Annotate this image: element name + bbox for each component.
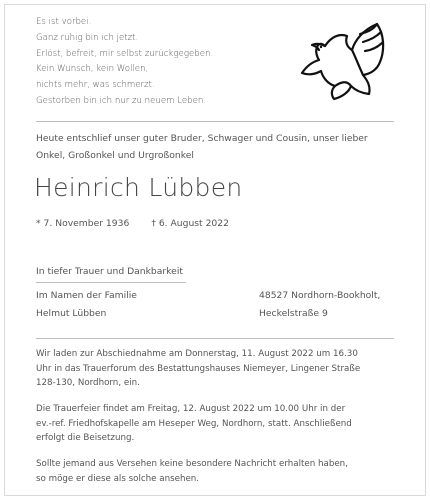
- divider: [36, 121, 394, 122]
- poem-line: Es ist vorbei.: [36, 17, 92, 27]
- life-dates: [36, 218, 229, 229]
- invitation-line: Wir laden zur Abschiednahme am Donnerstag, 11. August 2022 um 16.30: [36, 349, 358, 359]
- family-block: [36, 287, 137, 322]
- death-date: † 6. August 2022: [151, 218, 229, 229]
- intro-line: Onkel, Großonkel und Urgroßonkel: [36, 150, 194, 161]
- address-street: Heckelstraße 9: [259, 307, 328, 319]
- divider: [36, 338, 394, 339]
- intro-text: [36, 130, 406, 164]
- short-divider: [36, 282, 186, 283]
- invitation-paragraph: [36, 347, 398, 391]
- ceremony-line: erfolgt die Beisetzung.: [36, 433, 135, 444]
- invitation-line: 128-130, Nordhorn, ein.: [36, 378, 140, 389]
- poem-line: Erlöst, befreit, mir selbst zurückgegeben.: [36, 48, 214, 59]
- address-city: 48527 Nordhorn-Bookholt,: [259, 290, 381, 301]
- invitation-line: Uhr in das Trauerforum des Bestattungshauses Niemeyer, Lingener Straße: [36, 363, 361, 374]
- mourning-heading: In tiefer Trauer und Dankbarkeit: [36, 266, 183, 277]
- ceremony-line: ev.-ref. Friedhofskapelle am Heseper Weg, Nordhorn, statt. Anschließend: [36, 418, 352, 429]
- ceremony-paragraph: [36, 402, 398, 446]
- family-line: Im Namen der Familie: [36, 290, 137, 301]
- address-block: [259, 287, 380, 322]
- poem-line: Ganz ruhig bin ich jetzt.: [36, 32, 139, 43]
- notice-paragraph: [36, 457, 398, 486]
- poem-line: Kein Wunsch, kein Wollen,: [36, 64, 149, 75]
- notice-line: Sollte jemand aus Versehen keine besondere Nachricht erhalten haben,: [36, 459, 348, 469]
- birth-date: * 7. November 1936: [36, 218, 130, 229]
- deceased-name: Heinrich Lübben: [34, 173, 243, 202]
- signer-name: Helmut Lübben: [36, 307, 107, 319]
- ceremony-line: Die Trauerfeier findet am Freitag, 12. August 2022 um 10.00 Uhr in der: [36, 404, 346, 414]
- poem: [36, 15, 213, 110]
- intro-line: Heute entschlief unser guter Bruder, Schwager und Cousin, unser lieber: [36, 133, 368, 144]
- poem-line: Gestorben bin ich nur zu neuem Leben.: [36, 95, 207, 106]
- notice-line: so möge er diese als solche ansehen.: [36, 473, 200, 484]
- poem-line: nichts mehr, was schmerzt.: [36, 80, 155, 91]
- dove-icon: [297, 22, 389, 104]
